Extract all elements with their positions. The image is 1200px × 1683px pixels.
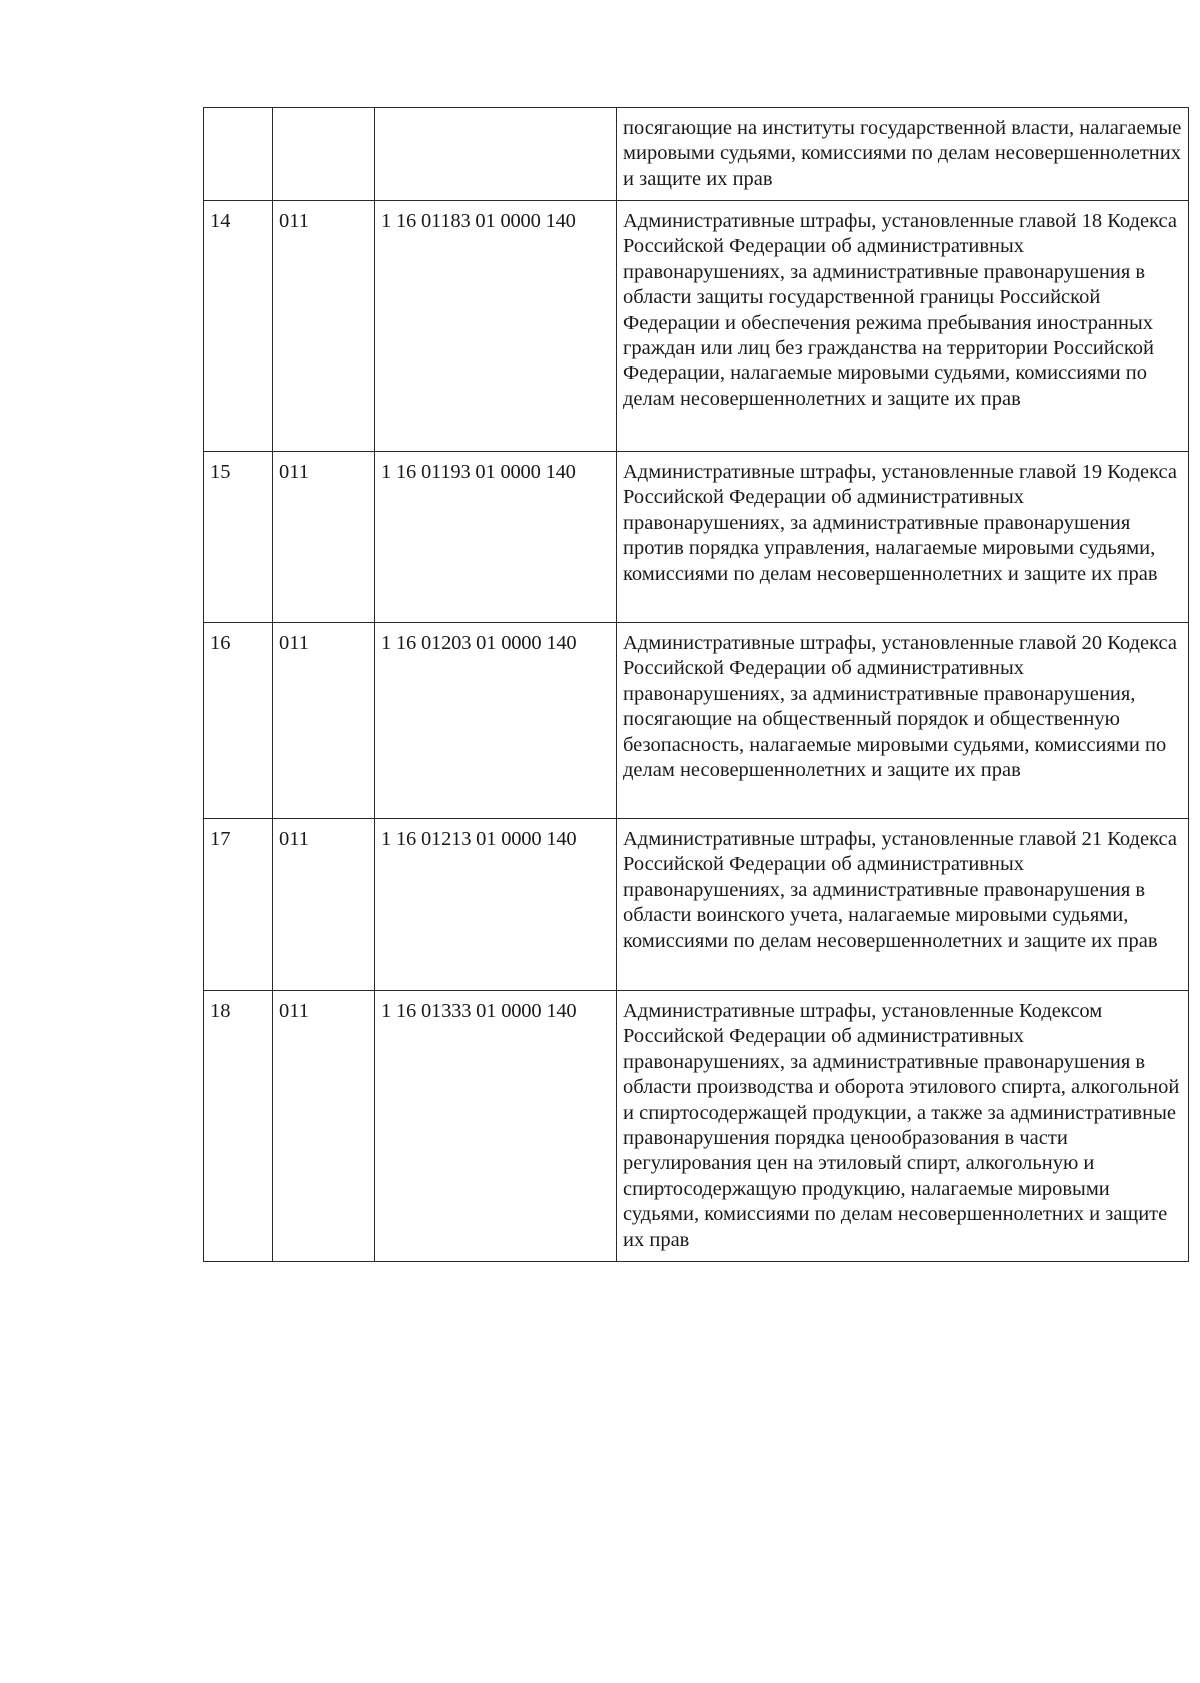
table-row (204, 819, 1189, 991)
budget-classification-code: 1 16 01183 01 0000 140 (375, 201, 617, 452)
table-row (204, 201, 1189, 452)
revenue-codes-table (203, 107, 1189, 1262)
table-row (204, 623, 1189, 819)
row-number (204, 108, 273, 201)
income-description: посягающие на институты государственной власти, налагаемые мировыми судьями, комиссиями по делам несовершеннолетних и защите их прав (617, 108, 1189, 201)
row-number: 18 (204, 991, 273, 1262)
budget-classification-code: 1 16 01213 01 0000 140 (375, 819, 617, 991)
administrator-code (273, 108, 375, 201)
row-number: 15 (204, 452, 273, 623)
budget-classification-code: 1 16 01333 01 0000 140 (375, 991, 617, 1262)
administrator-code: 011 (273, 201, 375, 452)
income-description: Административные штрафы, установленные главой 19 Кодекса Российской Федерации об административных правонарушениях, за административные правонарушения против порядка управления, налагаемые мировыми судьями, комиссиями по делам несовершеннолетних и защите их прав (617, 452, 1189, 623)
administrator-code: 011 (273, 819, 375, 991)
administrator-code: 011 (273, 991, 375, 1262)
income-description: Административные штрафы, установленные Кодексом Российской Федерации об административных правонарушениях, за административные правонарушения в области производства и оборота этилового спирта, алкогольной и спиртосодержащей продукции, а также за административные правонарушения порядка ценообразования в части регулирования цен на этиловый спирт, алкогольную и спиртосодержащую продукцию, налагаемые мировыми судьями, комиссиями по делам несовершеннолетних и защите их прав (617, 991, 1189, 1262)
row-number: 14 (204, 201, 273, 452)
row-number: 16 (204, 623, 273, 819)
table-row (204, 108, 1189, 201)
administrator-code: 011 (273, 623, 375, 819)
income-description: Административные штрафы, установленные главой 21 Кодекса Российской Федерации об административных правонарушениях, за административные правонарушения в области воинского учета, налагаемые мировыми судьями, комиссиями по делам несовершеннолетних и защите их прав (617, 819, 1189, 991)
table-row (204, 452, 1189, 623)
administrator-code: 011 (273, 452, 375, 623)
income-description: Административные штрафы, установленные главой 18 Кодекса Российской Федерации об административных правонарушениях, за административные правонарушения в области защиты государственной границы Российской Федерации и обеспечения режима пребывания иностранных граждан или лиц без гражданства на территории Российской Федерации, налагаемые мировыми судьями, комиссиями по делам несовершеннолетних и защите их прав (617, 201, 1189, 452)
table-row (204, 991, 1189, 1262)
row-number: 17 (204, 819, 273, 991)
budget-classification-code: 1 16 01193 01 0000 140 (375, 452, 617, 623)
budget-classification-code: 1 16 01203 01 0000 140 (375, 623, 617, 819)
budget-classification-code (375, 108, 617, 201)
income-description: Административные штрафы, установленные главой 20 Кодекса Российской Федерации об административных правонарушениях, за административные правонарушения, посягающие на общественный порядок и общественную безопасность, налагаемые мировыми судьями, комиссиями по делам несовершеннолетних и защите их прав (617, 623, 1189, 819)
